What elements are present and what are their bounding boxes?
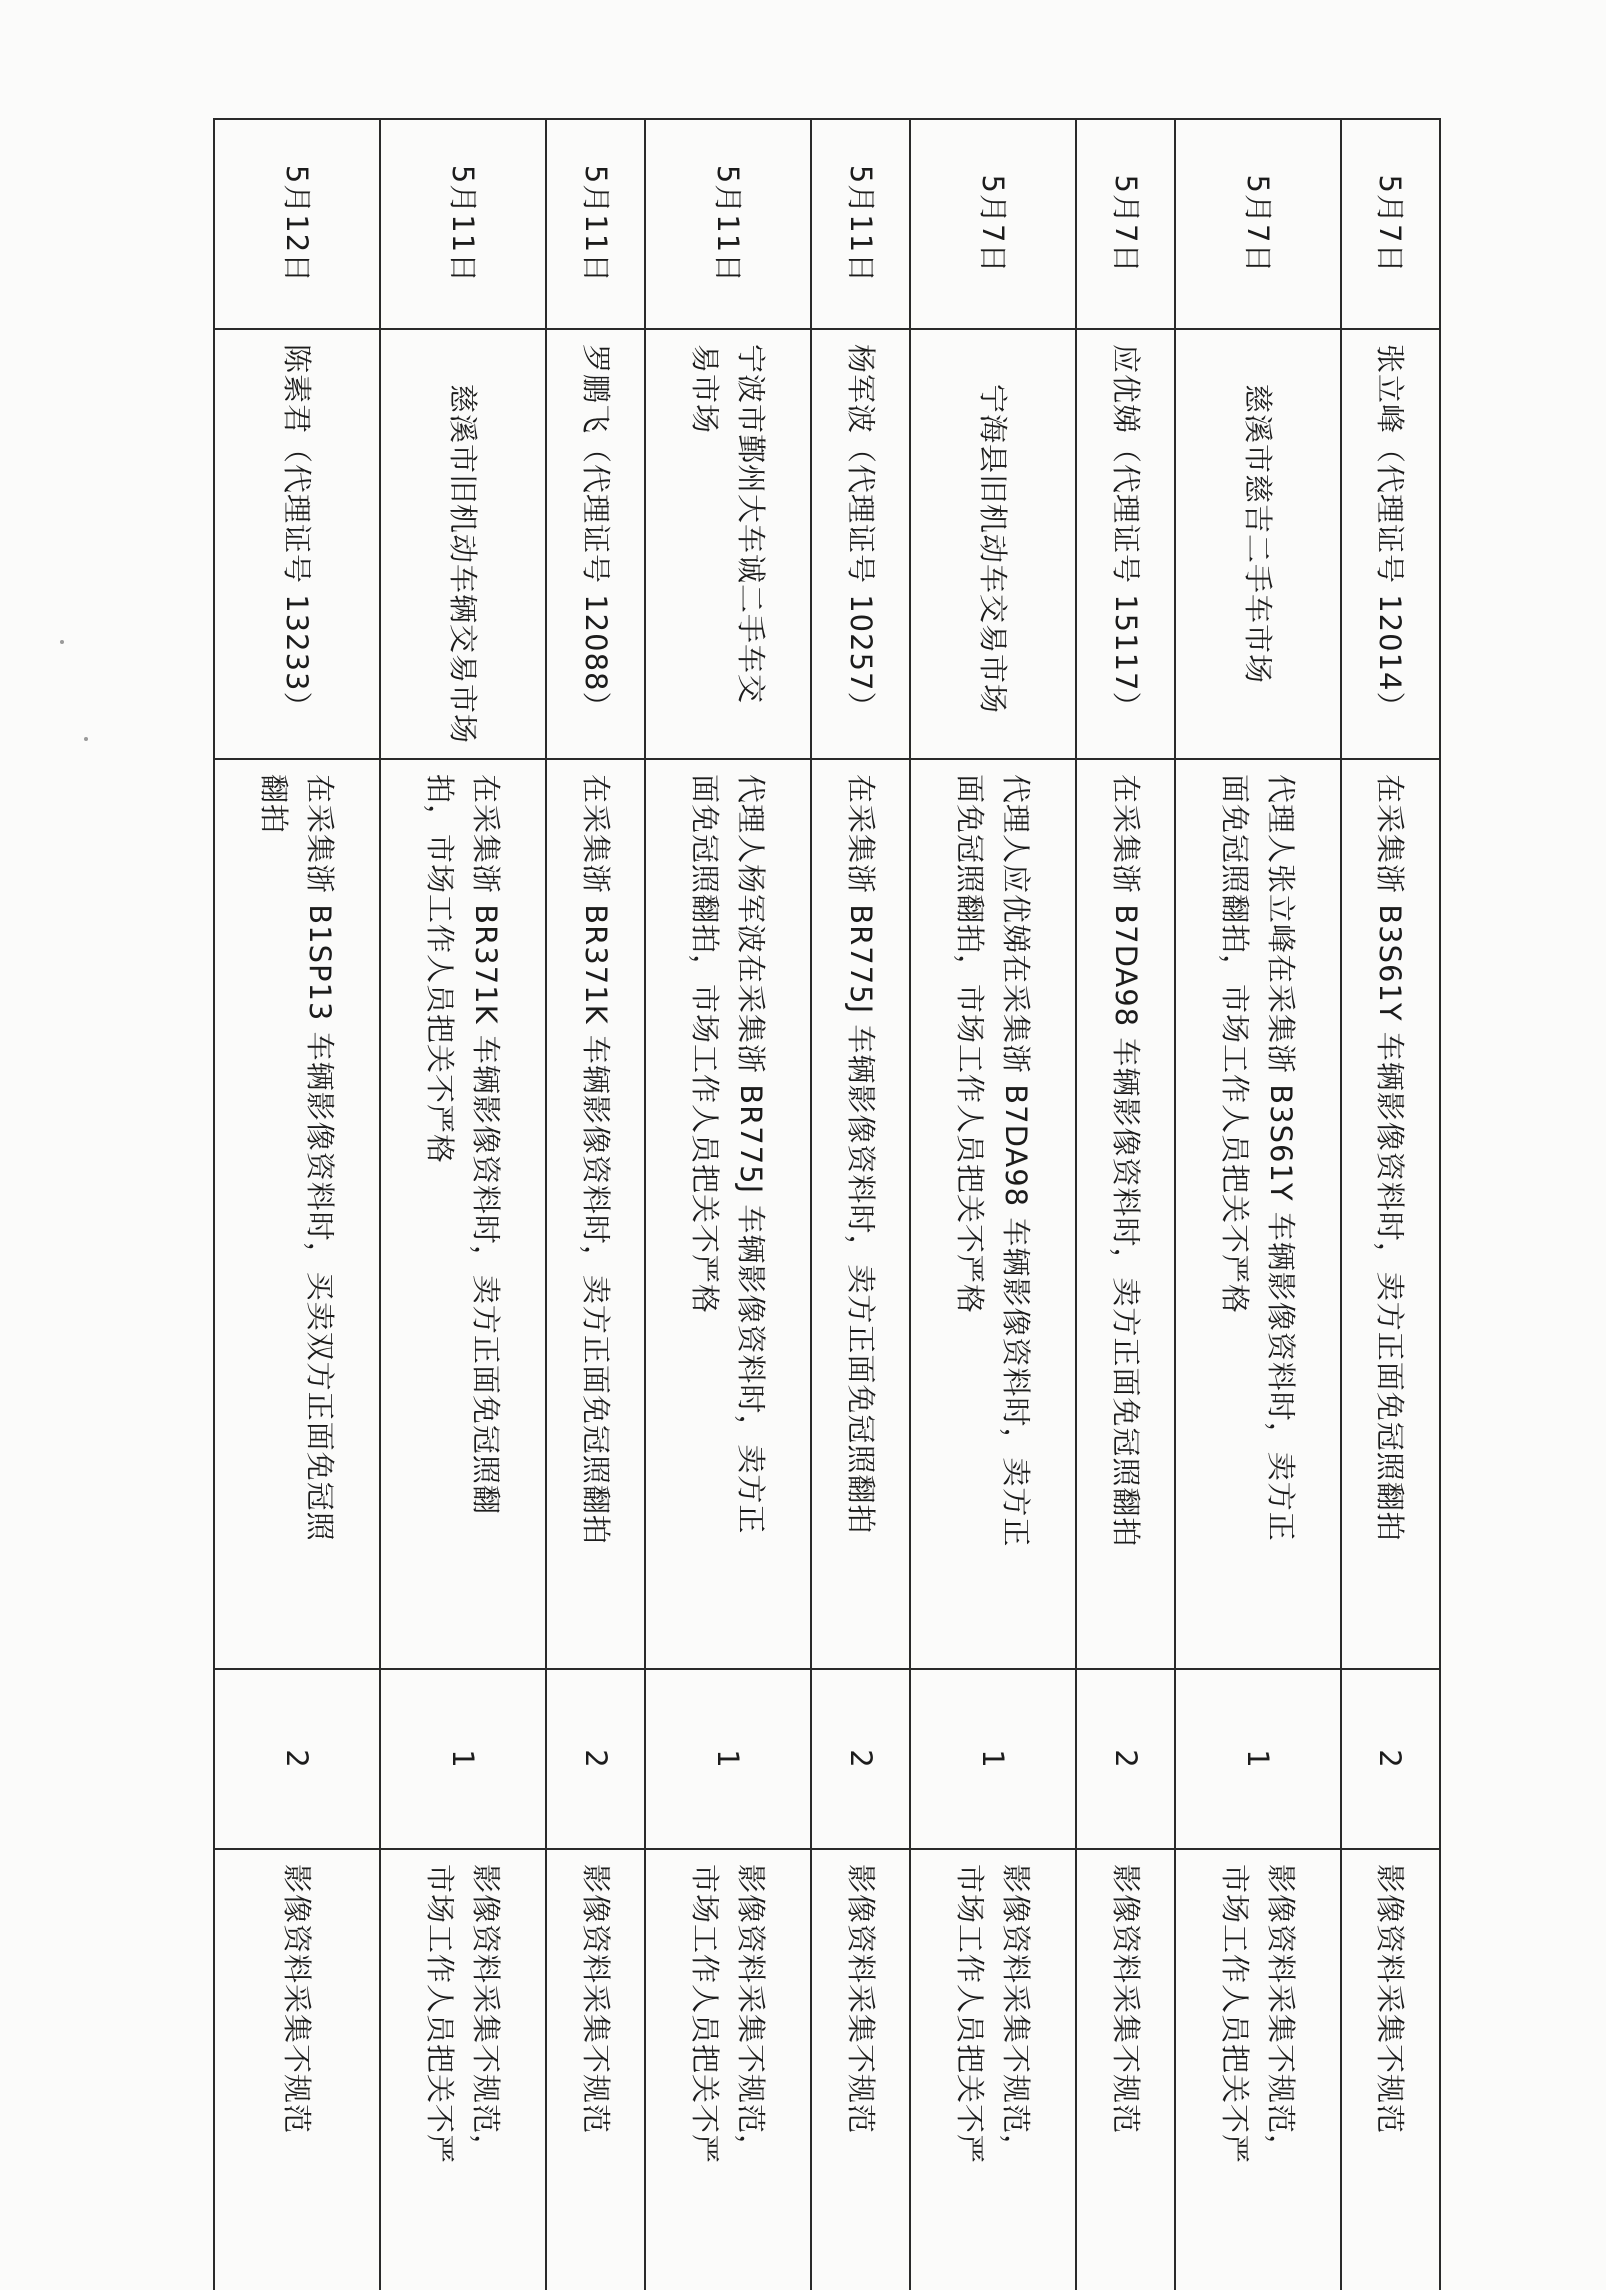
date-text: 5月12日 xyxy=(280,164,315,284)
issue-cell xyxy=(380,759,546,1669)
party-cell xyxy=(811,329,910,759)
party-cell xyxy=(380,329,546,759)
table-row xyxy=(214,119,380,2290)
violation-type-cell xyxy=(380,1849,546,2290)
date-cell xyxy=(910,119,1076,329)
type-line: 影像资料采集不规范 xyxy=(280,1864,315,2135)
table-row xyxy=(910,119,1076,2290)
party-line: 张立峰（代理证号 12014） xyxy=(1373,344,1408,722)
score-text: 2 xyxy=(1373,1749,1408,1769)
issue-line: 面免冠照翻拍，市场工作人员把关不严格 xyxy=(1218,774,1253,1315)
date-cell xyxy=(1175,119,1341,329)
score-cell xyxy=(380,1669,546,1849)
type-line: 市场工作人员把关不严 xyxy=(1218,1864,1253,2165)
issue-line: 拍，市场工作人员把关不严格 xyxy=(423,774,458,1165)
type-line: 市场工作人员把关不严 xyxy=(688,1864,723,2165)
type-line: 影像资料采集不规范 xyxy=(1373,1864,1408,2135)
party-line: 陈素君（代理证号 13233） xyxy=(280,344,315,722)
table-row xyxy=(1175,119,1341,2290)
table-row xyxy=(811,119,910,2290)
score-text: 1 xyxy=(711,1749,746,1769)
date-cell xyxy=(1341,119,1440,329)
date-text: 5月11日 xyxy=(843,164,878,284)
violation-type-cell xyxy=(811,1849,910,2290)
date-text: 5月11日 xyxy=(711,164,746,284)
type-line: 影像资料采集不规范， xyxy=(999,1864,1034,2165)
violation-type-cell xyxy=(214,1849,380,2290)
party-line: 慈溪市慈吉二手车市场 xyxy=(1241,384,1276,685)
table-body xyxy=(214,119,1440,2290)
score-text: 2 xyxy=(280,1749,315,1769)
date-text: 5月7日 xyxy=(1241,174,1276,274)
score-cell xyxy=(1076,1669,1175,1849)
date-text: 5月7日 xyxy=(1373,174,1408,274)
issue-line: 在采集浙 BR775J 车辆影像资料时，卖方正面免冠照翻拍 xyxy=(843,774,878,1535)
issue-cell xyxy=(1175,759,1341,1669)
type-line: 影像资料采集不规范 xyxy=(843,1864,878,2135)
party-line: 易市场 xyxy=(688,344,723,435)
party-line: 杨军波（代理证号 10257） xyxy=(843,344,878,722)
date-cell xyxy=(645,119,811,329)
party-cell xyxy=(214,329,380,759)
party-cell xyxy=(1341,329,1440,759)
score-cell xyxy=(910,1669,1076,1849)
scan-speck xyxy=(84,737,88,741)
party-cell xyxy=(910,329,1076,759)
issue-cell xyxy=(214,759,380,1669)
issue-cell xyxy=(1341,759,1440,1669)
type-line: 影像资料采集不规范 xyxy=(578,1864,613,2135)
party-cell xyxy=(645,329,811,759)
type-line: 影像资料采集不规范， xyxy=(1264,1864,1299,2165)
date-cell xyxy=(811,119,910,329)
score-text: 2 xyxy=(578,1749,613,1769)
issue-cell xyxy=(811,759,910,1669)
party-line: 宁海县旧机动车交易市场 xyxy=(976,384,1011,715)
table-row xyxy=(380,119,546,2290)
score-text: 1 xyxy=(976,1749,1011,1769)
date-cell xyxy=(380,119,546,329)
date-text: 5月11日 xyxy=(446,164,481,284)
issue-line: 翻拍 xyxy=(257,774,292,835)
score-cell xyxy=(645,1669,811,1849)
date-text: 5月7日 xyxy=(976,174,1011,274)
rotated-table-wrapper xyxy=(213,118,1441,2196)
party-cell xyxy=(1175,329,1341,759)
score-text: 2 xyxy=(1108,1749,1143,1769)
score-text: 1 xyxy=(446,1749,481,1769)
type-line: 影像资料采集不规范 xyxy=(1108,1864,1143,2135)
scan-speck xyxy=(60,640,64,644)
violation-type-cell xyxy=(645,1849,811,2290)
violation-type-cell xyxy=(1175,1849,1341,2290)
issue-line: 代理人张立峰在采集浙 B3S61Y 车辆影像资料时，卖方正 xyxy=(1264,774,1299,1542)
date-cell xyxy=(214,119,380,329)
table-row xyxy=(645,119,811,2290)
score-cell xyxy=(214,1669,380,1849)
date-cell xyxy=(1076,119,1175,329)
issue-line: 代理人杨军波在采集浙 BR775J 车辆影像资料时，卖方正 xyxy=(734,774,769,1535)
issue-line: 在采集浙 B7DA98 车辆影像资料时，卖方正面免冠照翻拍 xyxy=(1108,774,1143,1548)
issue-line: 在采集浙 BR371K 车辆影像资料时，卖方正面免冠照翻拍 xyxy=(578,774,613,1545)
party-cell xyxy=(1076,329,1175,759)
score-cell xyxy=(1175,1669,1341,1849)
score-cell xyxy=(811,1669,910,1849)
date-text: 5月7日 xyxy=(1108,174,1143,274)
type-line: 市场工作人员把关不严 xyxy=(423,1864,458,2165)
party-line: 罗鹏飞（代理证号 12088） xyxy=(578,344,613,722)
type-line: 影像资料采集不规范， xyxy=(469,1864,504,2165)
table-row xyxy=(1341,119,1440,2290)
score-text: 1 xyxy=(1241,1749,1276,1769)
type-line: 影像资料采集不规范， xyxy=(734,1864,769,2165)
score-cell xyxy=(546,1669,645,1849)
issue-cell xyxy=(910,759,1076,1669)
party-line: 宁波市鄞州大车诚二手车交 xyxy=(734,344,769,705)
issue-line: 在采集浙 BR371K 车辆影像资料时，卖方正面免冠照翻 xyxy=(469,774,504,1515)
type-line: 市场工作人员把关不严 xyxy=(953,1864,988,2165)
issue-line: 代理人应优娣在采集浙 B7DA98 车辆影像资料时，卖方正 xyxy=(999,774,1034,1548)
violation-type-cell xyxy=(1341,1849,1440,2290)
score-cell xyxy=(1341,1669,1440,1849)
violation-type-cell xyxy=(546,1849,645,2290)
issue-line: 面免冠照翻拍，市场工作人员把关不严格 xyxy=(953,774,988,1315)
score-text: 2 xyxy=(843,1749,878,1769)
issue-line: 面免冠照翻拍，市场工作人员把关不严格 xyxy=(688,774,723,1315)
issue-cell xyxy=(546,759,645,1669)
date-text: 5月11日 xyxy=(578,164,613,284)
issue-cell xyxy=(645,759,811,1669)
issue-cell xyxy=(1076,759,1175,1669)
issue-line: 在采集浙 B1SP13 车辆影像资料时，买卖双方正面免冠照 xyxy=(303,774,338,1542)
date-cell xyxy=(546,119,645,329)
party-cell xyxy=(546,329,645,759)
table-row xyxy=(546,119,645,2290)
party-line: 应优娣（代理证号 15117） xyxy=(1108,344,1143,722)
violation-records-table xyxy=(213,118,1441,2290)
party-line: 慈溪市旧机动车辆交易市场 xyxy=(446,384,481,745)
violation-type-cell xyxy=(910,1849,1076,2290)
violation-type-cell xyxy=(1076,1849,1175,2290)
table-row xyxy=(1076,119,1175,2290)
issue-line: 在采集浙 B3S61Y 车辆影像资料时，卖方正面免冠照翻拍 xyxy=(1373,774,1408,1542)
